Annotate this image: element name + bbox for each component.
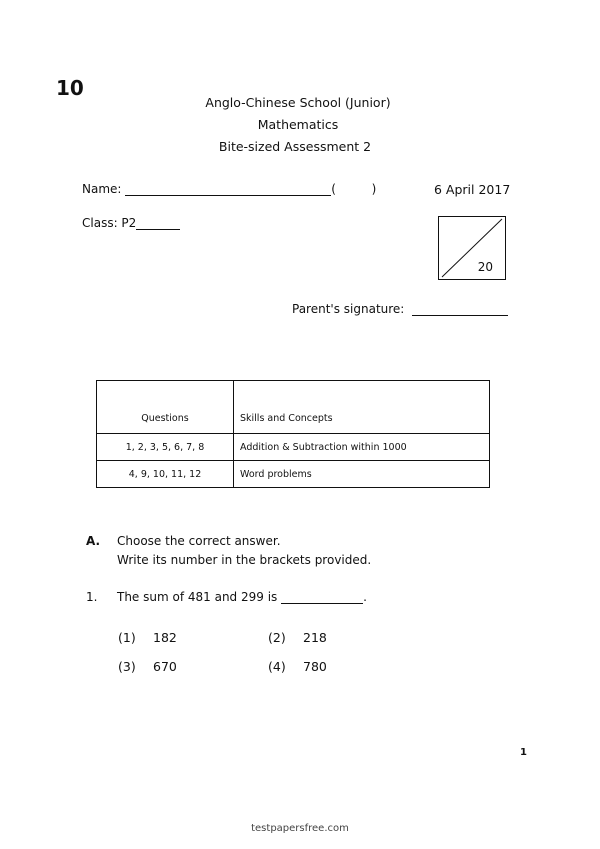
option-2[interactable] — [268, 630, 327, 645]
parent-signature-blank[interactable] — [412, 303, 508, 316]
row-questions: 4, 9, 10, 11, 12 — [97, 461, 234, 488]
option-value: 670 — [153, 659, 177, 674]
table-row — [97, 461, 490, 488]
table-header-row — [97, 381, 490, 434]
option-label: (1) — [118, 630, 136, 645]
header-questions: Questions — [97, 381, 234, 434]
school-title: Anglo-Chinese School (Junior) — [205, 95, 391, 110]
class-label: Class: P2 — [82, 216, 137, 230]
question-end: . — [363, 590, 367, 604]
question-number: 1. — [86, 590, 98, 604]
footer-url: testpapersfree.com — [251, 823, 349, 834]
score-box — [438, 216, 506, 280]
option-value: 182 — [153, 630, 177, 645]
header-skills: Skills and Concepts — [234, 381, 490, 434]
skills-table — [96, 380, 490, 488]
index-bracket-close: ) — [371, 182, 377, 196]
option-label: (4) — [268, 659, 286, 674]
parent-signature-row — [292, 302, 508, 316]
option-label: (2) — [268, 630, 286, 645]
section-instruction-2: Write its number in the brackets provided. — [117, 553, 372, 567]
answer-blank[interactable] — [281, 591, 363, 604]
table-row — [97, 434, 490, 461]
question-text-row — [117, 590, 367, 604]
row-questions: 1, 2, 3, 5, 6, 7, 8 — [97, 434, 234, 461]
name-blank[interactable] — [125, 183, 331, 196]
score-total: 20 — [477, 260, 493, 274]
row-skills: Word problems — [234, 461, 490, 488]
section-instruction-1: Choose the correct answer. — [117, 534, 281, 548]
class-blank[interactable] — [136, 217, 180, 230]
assessment-title: Bite-sized Assessment 2 — [218, 139, 372, 154]
section-letter: A. — [86, 534, 101, 548]
option-1[interactable] — [118, 630, 177, 645]
page-number: 10 — [56, 76, 84, 100]
question-text: The sum of 481 and 299 is — [117, 590, 278, 604]
class-row — [82, 216, 180, 230]
name-row — [82, 182, 376, 196]
name-label: Name: — [82, 182, 122, 196]
score-diagonal — [439, 217, 505, 279]
date: 6 April 2017 — [434, 182, 511, 197]
parent-signature-label: Parent's signature: — [292, 302, 405, 316]
footer-page-number: 1 — [520, 747, 527, 758]
option-value: 780 — [303, 659, 327, 674]
index-bracket-open: ( — [331, 182, 336, 196]
option-4[interactable] — [268, 659, 327, 674]
subject-title: Mathematics — [257, 117, 339, 132]
option-3[interactable] — [118, 659, 177, 674]
option-label: (3) — [118, 659, 136, 674]
option-value: 218 — [303, 630, 327, 645]
row-skills: Addition & Subtraction within 1000 — [234, 434, 490, 461]
